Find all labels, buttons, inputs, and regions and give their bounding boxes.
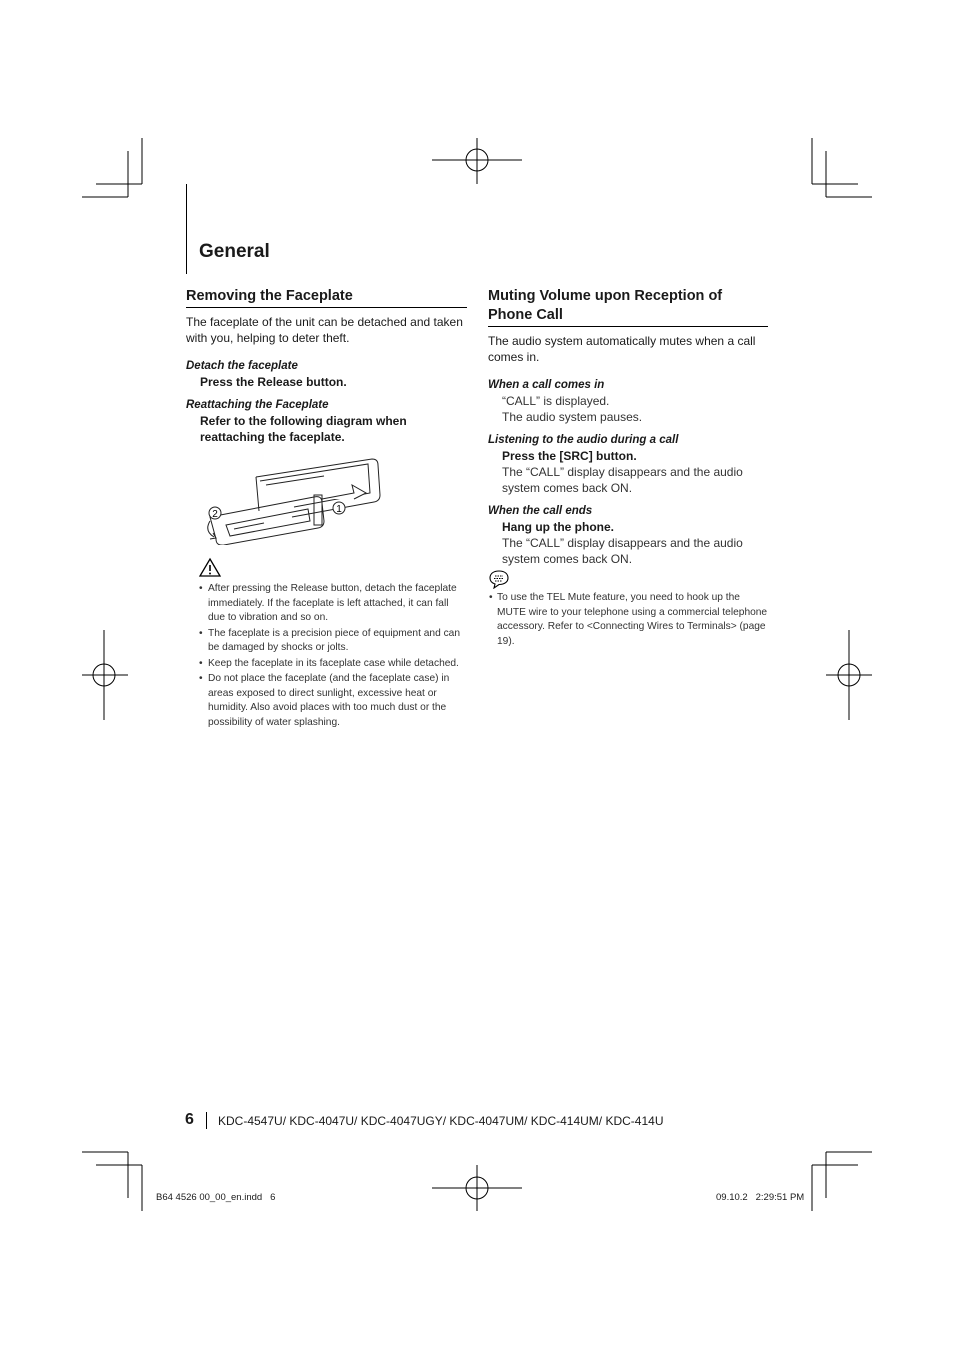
right-column [488, 287, 768, 650]
registration-target-bottom [432, 1165, 522, 1211]
registration-target-right [826, 630, 872, 720]
registration-target-left [82, 630, 128, 720]
call-comes-in-title: When a call comes in [488, 379, 605, 391]
detach-faceplate-step: Press the Release button. [200, 375, 347, 389]
model-list: KDC-4547U/ KDC-4047U/ KDC-4047UGY/ KDC-4047UM/ KDC-414UM/ KDC-414U [218, 1114, 664, 1128]
listening-note: The “CALL” display disappears and the audio system comes back ON. [502, 465, 743, 495]
detach-faceplate-title: Detach the faceplate [186, 360, 298, 372]
caution-list [186, 582, 467, 730]
registration-target-top [432, 138, 522, 184]
footer-separator [206, 1112, 207, 1129]
call-ends-note: The “CALL” display disappears and the audio system comes back ON. [502, 536, 743, 566]
slug-timestamp: 09.10.2 2:29:51 PM [716, 1192, 805, 1203]
reattach-faceplate-title: Reattaching the Faceplate [186, 399, 329, 411]
page-number: 6 [185, 1111, 194, 1128]
listening-during-call-title: Listening to the audio during a call [488, 434, 679, 446]
caution-item: • The faceplate is a precision piece of equipment and can be damaged by shocks or jolts. [186, 627, 467, 656]
note-speech-bubble-icon [488, 569, 510, 589]
warning-triangle-icon [198, 557, 222, 578]
call-ends-title: When the call ends [488, 505, 593, 517]
section-title: General [199, 241, 270, 262]
muting-volume-intro: The audio system automatically mutes when a call comes in. [488, 334, 756, 364]
note-list [488, 591, 768, 649]
section-bar [186, 184, 187, 274]
faceplate-diagram [204, 455, 404, 545]
caution-item: • After pressing the Release button, detach the faceplate immediately. If the faceplate is left attached, it can fall due to vibration and so on. [186, 582, 467, 626]
muting-volume-heading: Muting Volume upon Reception of Phone Call [488, 287, 768, 327]
callout-2: 2 [212, 509, 218, 520]
caution-item: • Do not place the faceplate (and the faceplate case) in areas exposed to direct sunlight, excessive heat or humidity. Also avoid places with too much dust or the possibility of water splashing. [186, 672, 467, 730]
call-displayed-text: “CALL” is displayed. [502, 394, 610, 408]
removing-faceplate-intro: The faceplate of the unit can be detached and taken with you, helping to deter theft. [186, 315, 463, 345]
callout-1: 1 [336, 504, 342, 515]
reattach-faceplate-step: Refer to the following diagram when reattaching the faceplate. [200, 414, 407, 444]
press-src-step: Press the [SRC] button. [502, 449, 637, 463]
caution-item: • Keep the faceplate in its faceplate case while detached. [186, 657, 467, 672]
audio-pauses-text: The audio system pauses. [502, 410, 643, 424]
note-item: • To use the TEL Mute feature, you need to hook up the MUTE wire to your telephone using a commercial telephone accessory. Refer to <Connecting Wires to Terminals> (page 19). [488, 591, 768, 649]
hang-up-step: Hang up the phone. [502, 520, 614, 534]
left-column [186, 287, 467, 731]
slug-file-name: B64 4526 00_00_en.indd 6 [156, 1192, 276, 1203]
removing-faceplate-heading: Removing the Faceplate [186, 287, 467, 308]
